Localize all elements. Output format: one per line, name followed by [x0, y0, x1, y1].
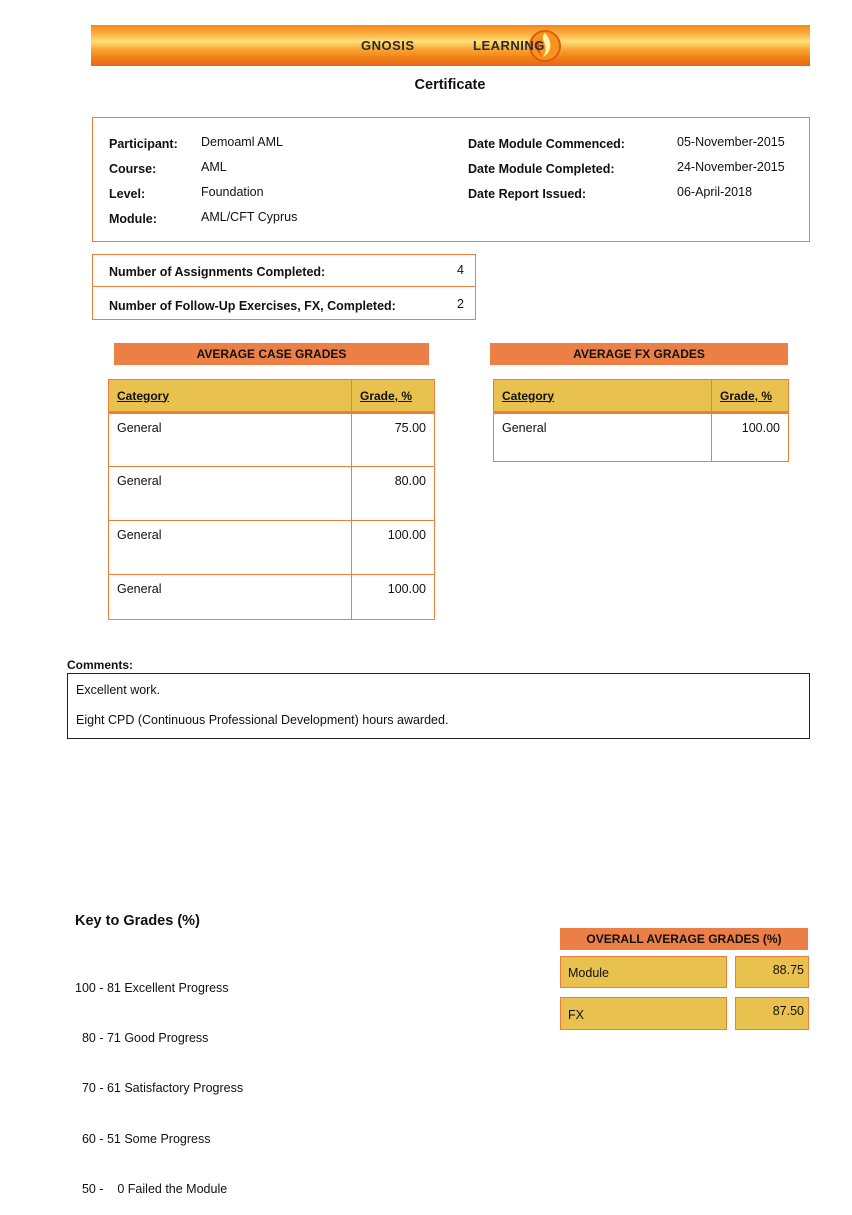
table-row: [109, 521, 435, 575]
table-row: [109, 575, 435, 620]
fx-count-label: Number of Follow-Up Exercises, FX, Completed:: [109, 299, 396, 313]
fx-count-row: [92, 286, 476, 320]
comment-line-2: Eight CPD (Continuous Professional Development) hours awarded.: [76, 713, 449, 727]
fx-grade-cell: 100.00: [712, 413, 789, 462]
key-line: 80 - 71 Good Progress: [75, 1030, 209, 1045]
assignments-label: Number of Assignments Completed:: [109, 265, 326, 279]
overall-fx-value-cell: [735, 997, 809, 1030]
module-value: AML/CFT Cyprus: [201, 210, 298, 224]
date-commenced-label: Date Module Commenced:: [468, 137, 625, 151]
course-value: AML: [201, 160, 227, 174]
module-label: Module:: [109, 212, 157, 226]
case-grades-header-row: [109, 380, 435, 413]
key-line: 70 - 61 Satisfactory Progress: [75, 1081, 244, 1096]
case-grade-cell: 100.00: [352, 575, 435, 620]
case-grade-header: Grade, %: [352, 380, 435, 413]
overall-grades-heading: OVERALL AVERAGE GRADES (%): [560, 928, 808, 950]
overall-fx-label: FX: [568, 1008, 584, 1022]
assignments-value: 4: [457, 263, 464, 277]
key-line: 100 - 81 Excellent Progress: [75, 980, 229, 995]
fx-category-header: Category: [494, 380, 712, 413]
key-line: 50 - 0 Failed the Module: [75, 1182, 228, 1197]
level-value: Foundation: [201, 185, 264, 199]
table-row: [494, 413, 789, 462]
overall-module-value: 88.75: [772, 963, 804, 977]
overall-module-label: Module: [568, 966, 609, 980]
table-row: [109, 413, 435, 467]
case-category-cell: General: [109, 575, 352, 620]
date-issued-value: 06-April-2018: [677, 185, 753, 199]
key-line: 60 - 51 Some Progress: [75, 1131, 211, 1146]
header-banner: [91, 25, 810, 66]
level-label: Level:: [109, 187, 146, 201]
brand-right: LEARNING: [473, 38, 545, 53]
case-category-header: Category: [109, 380, 352, 413]
date-commenced-value: 05-November-2015: [677, 135, 785, 149]
brand-left: GNOSIS: [361, 38, 415, 53]
date-completed-value: 24-November-2015: [677, 160, 785, 174]
participant-label: Participant:: [109, 137, 178, 151]
case-grade-cell: 75.00: [352, 413, 435, 467]
fx-count-value: 2: [457, 297, 464, 311]
fx-grades-header-row: [494, 380, 789, 413]
key-heading: Key to Grades (%): [75, 913, 200, 929]
case-category-cell: General: [109, 467, 352, 521]
case-category-cell: General: [109, 413, 352, 467]
case-grades-heading: AVERAGE CASE GRADES: [114, 343, 429, 365]
case-grades-table: [108, 379, 435, 620]
table-row: [109, 467, 435, 521]
date-completed-label: Date Module Completed:: [468, 162, 615, 176]
overall-fx-value: 87.50: [772, 1004, 804, 1018]
key-list: [75, 946, 243, 1215]
comment-line-1: Excellent work.: [76, 683, 161, 697]
comments-label: Comments:: [67, 658, 134, 672]
course-label: Course:: [109, 162, 157, 176]
assignments-count-row: [92, 254, 476, 287]
case-grade-cell: 100.00: [352, 521, 435, 575]
case-grade-cell: 80.00: [352, 467, 435, 521]
overall-module-value-cell: [735, 956, 809, 988]
fx-grades-table: [493, 379, 789, 462]
fx-grade-header: Grade, %: [712, 380, 789, 413]
date-issued-label: Date Report Issued:: [468, 187, 587, 201]
participant-value: Demoaml AML: [201, 135, 283, 149]
overall-fx-label-cell: [560, 997, 727, 1030]
details-box: [92, 117, 810, 242]
case-category-cell: General: [109, 521, 352, 575]
fx-grades-heading: AVERAGE FX GRADES: [490, 343, 788, 365]
overall-module-label-cell: [560, 956, 727, 988]
fx-category-cell: General: [494, 413, 712, 462]
page-title: Certificate: [414, 77, 486, 93]
comments-box: [67, 673, 810, 739]
